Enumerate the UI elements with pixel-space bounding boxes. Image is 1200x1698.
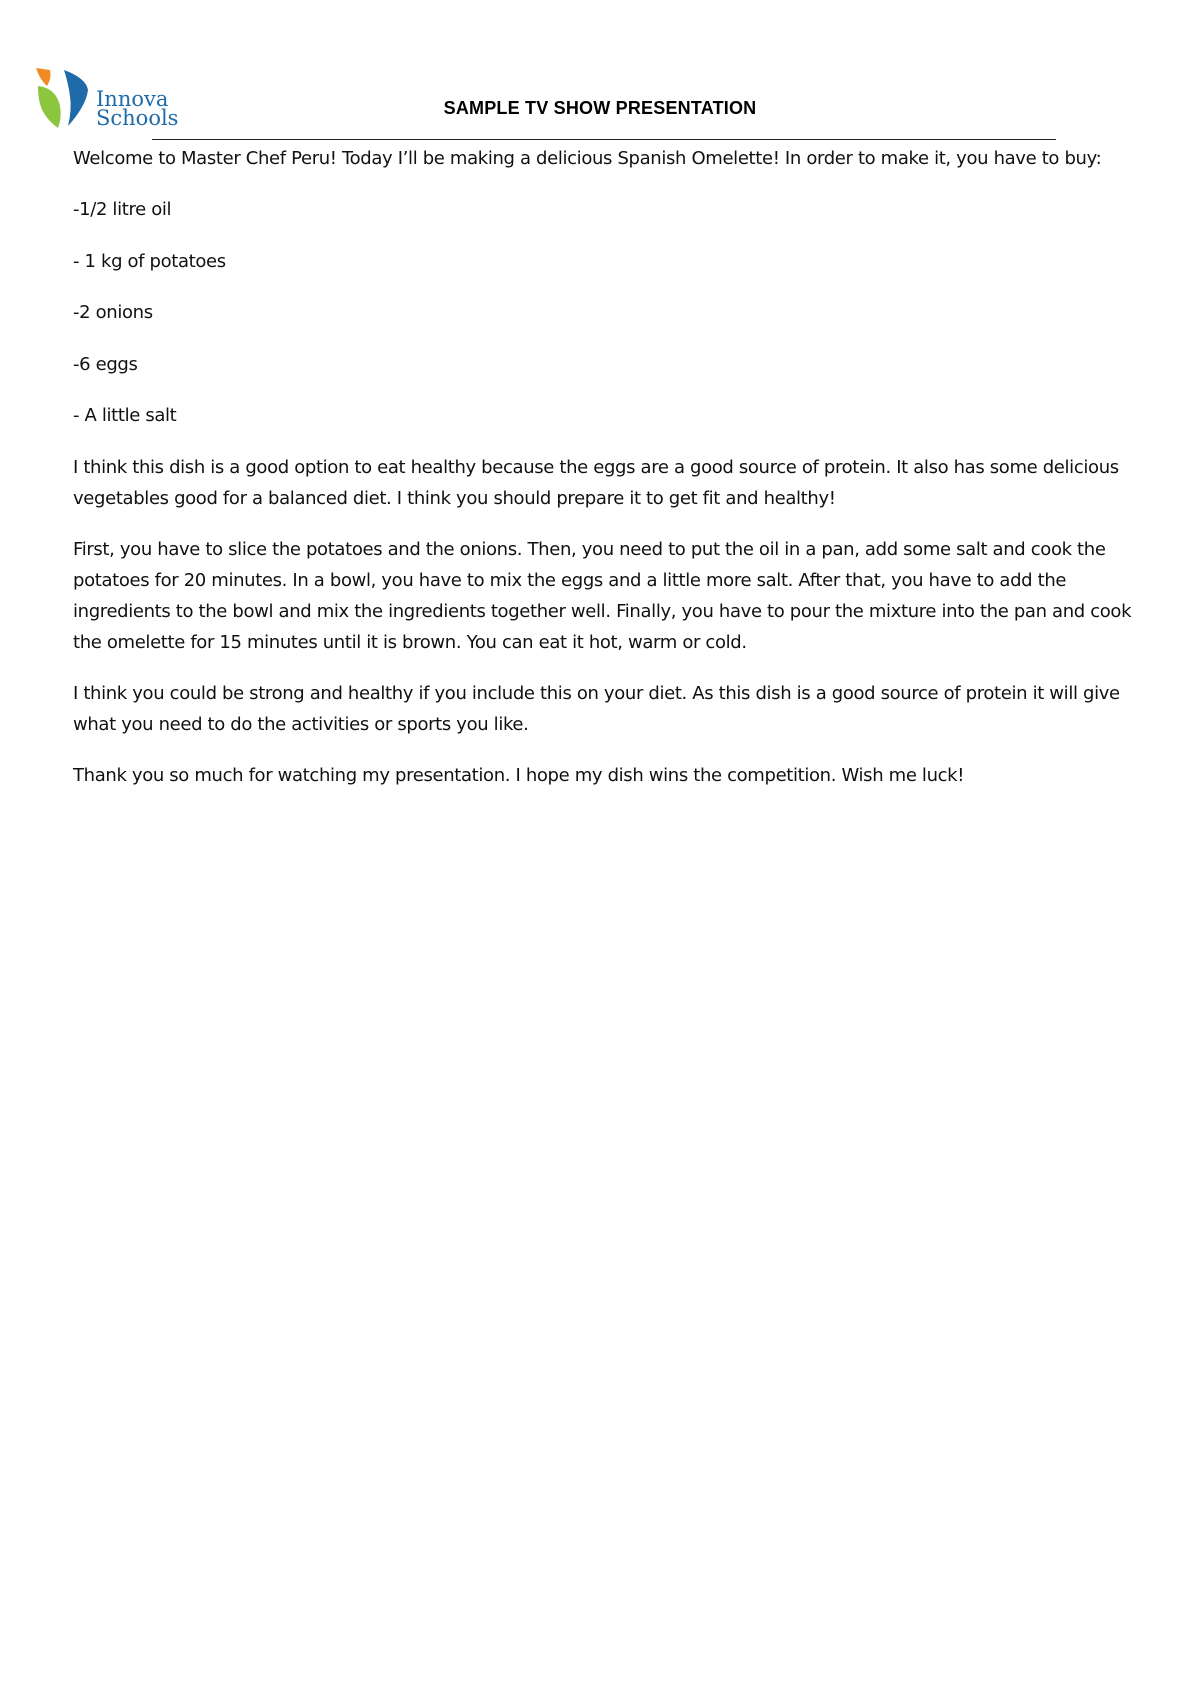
logo-orange-leaf bbox=[36, 68, 51, 86]
ingredient-item: -1/2 litre oil bbox=[73, 199, 172, 220]
logo-line-1: Innova bbox=[96, 87, 169, 111]
logo-leaf-icon bbox=[34, 66, 96, 132]
benefit-paragraph: I think you could be strong and healthy if you include this on your diet. As this dish is a good source of protein it will give what you need to do the activities or sports you like. bbox=[73, 682, 1120, 735]
intro-paragraph: Welcome to Master Chef Peru! Today I’ll be making a delicious Spanish Omelette! In order to make it, you have to buy: bbox=[73, 148, 1102, 169]
steps-paragraph: First, you have to slice the potatoes and the onions. Then, you need to put the oil in a pan, add some salt and cook the potatoes for 20 minutes. In a bowl, you have to mix the eggs and a little more salt. After that, you have to add the ingredients to the bowl and mix the ingredients together well. Finally, you have to pour the mixture into the pan and cook the omelette for 15 minutes until it is brown. You can eat it hot, warm or cold. bbox=[73, 538, 1132, 653]
logo-green-leaf bbox=[38, 86, 61, 128]
page-title: SAMPLE TV SHOW PRESENTATION bbox=[443, 98, 757, 118]
logo-wordmark bbox=[96, 87, 179, 130]
closing-paragraph: Thank you so much for watching my presentation. I hope my dish wins the competition. Wish me luck! bbox=[73, 764, 965, 786]
logo-line-2: Schools bbox=[96, 106, 179, 130]
logo-blue-leaf bbox=[64, 70, 88, 126]
ingredient-item: -6 eggs bbox=[73, 353, 138, 375]
health-paragraph: I think this dish is a good option to eat healthy because the eggs are a good source of protein. It also has some delicious vegetables good for a balanced diet. I think you should prepare it to get fit and healthy! bbox=[73, 456, 1119, 509]
ingredient-item: - 1 kg of potatoes bbox=[73, 250, 226, 272]
ingredient-item: - A little salt bbox=[73, 405, 177, 426]
ingredient-item: -2 onions bbox=[73, 302, 153, 323]
innova-schools-logo bbox=[34, 66, 184, 136]
document-body bbox=[73, 143, 1143, 811]
title-underline bbox=[152, 139, 1056, 140]
